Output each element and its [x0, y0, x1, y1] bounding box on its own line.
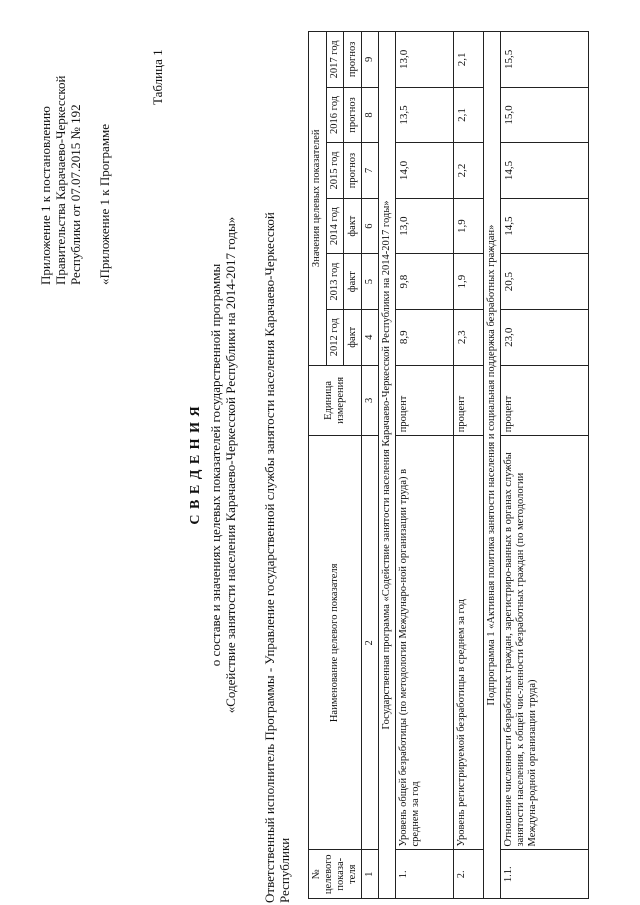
row-name: Уровень регистрируемой безработицы в среднем за год — [454, 436, 484, 850]
row-value: 13,0 — [396, 32, 454, 88]
table-label: Таблица 1 — [150, 49, 165, 105]
header-type: прогноз — [344, 87, 362, 143]
table-row — [501, 32, 589, 899]
row-value: 2,2 — [454, 143, 484, 199]
row-num: 1. — [396, 850, 454, 899]
row-unit: процент — [454, 365, 484, 436]
row-value: 2,1 — [454, 32, 484, 88]
section-subprogram-title: Подпрограмма 1 «Активная политика занятости населения и социальная поддержка безработных граждан» — [484, 32, 501, 899]
row-value: 14,0 — [396, 143, 454, 199]
header-year: 2016 год — [326, 87, 344, 143]
appendix-line-1: Приложение 1 к постановлению — [38, 106, 53, 285]
row-value: 1,9 — [454, 198, 484, 254]
header-name: Наименование целевого показателя — [309, 436, 362, 850]
column-number: 9 — [362, 32, 379, 88]
appendix-block — [38, 5, 112, 285]
header-year: 2012 год — [326, 309, 344, 365]
row-value: 14,5 — [501, 198, 589, 254]
section-program-title: Государственная программа «Содействие занятости населения Карачаево-Черкесской Республики на 2014-2017 годы» — [379, 32, 396, 899]
row-value: 8,9 — [396, 309, 454, 365]
row-value: 2,1 — [454, 87, 484, 143]
row-num: 2. — [454, 850, 484, 899]
appendix-line-2: Правительства Карачаево-Черкесской — [53, 75, 68, 285]
program-reference: «Приложение 1 к Программе — [97, 123, 112, 285]
header-values-group: Значения целевых показателей — [309, 32, 327, 366]
header-type: прогноз — [344, 32, 362, 88]
row-value: 13,0 — [396, 198, 454, 254]
row-value: 15,5 — [501, 32, 589, 88]
column-number: 3 — [362, 365, 379, 436]
table-row — [396, 32, 454, 899]
header-year: 2015 год — [326, 143, 344, 199]
header-type: прогноз — [344, 143, 362, 199]
row-unit: процент — [501, 365, 589, 436]
row-value: 23,0 — [501, 309, 589, 365]
row-value: 1,9 — [454, 254, 484, 310]
section-row-subprogram — [484, 32, 501, 899]
row-value: 20,5 — [501, 254, 589, 310]
executor-block — [262, 23, 292, 903]
title-line-1: о составе и значениях целевых показателей государственной программы — [208, 263, 223, 667]
row-value: 13,5 — [396, 87, 454, 143]
section-row-program — [379, 32, 396, 899]
table-row — [454, 32, 484, 899]
executor-line-2: Республики — [277, 837, 292, 903]
row-value: 15,0 — [501, 87, 589, 143]
header-type: факт — [344, 198, 362, 254]
header-unit: Единица измерения — [309, 365, 362, 436]
header-year: 2017 год — [326, 32, 344, 88]
row-name: Уровень общей безработицы (по методологии Междунаро-ной организации труда) в среднем за год — [396, 436, 454, 850]
executor-line-1: Ответственный исполнитель Программы - Управление государственной службы занятости населения Карачаево-Черкесской — [262, 212, 277, 903]
column-number: 8 — [362, 87, 379, 143]
row-num: 1.1. — [501, 850, 589, 899]
column-number: 2 — [362, 436, 379, 850]
title-heading: С В Е Д Е Н И Я — [188, 405, 203, 525]
row-unit: процент — [396, 365, 454, 436]
row-value: 2,3 — [454, 309, 484, 365]
title-line-2: «Содействие занятости населения Карачаево-Черкесской Республики на 2014-2017 годы» — [223, 216, 238, 714]
row-value: 14,5 — [501, 143, 589, 199]
column-number: 6 — [362, 198, 379, 254]
column-number-row — [362, 32, 379, 899]
row-name: Отношение численности безработных граждан, зарегистриро-ванных в органах службы занятости населения, к общей чис-ленности безработных граждан (по методологии Междуна-родной организации труда) — [501, 436, 589, 850]
header-num: № целевого показа-теля — [309, 850, 362, 899]
column-number: 4 — [362, 309, 379, 365]
row-value: 9,8 — [396, 254, 454, 310]
column-number: 5 — [362, 254, 379, 310]
header-type: факт — [344, 309, 362, 365]
header-type: факт — [344, 254, 362, 310]
appendix-line-3: Республики от 07.07.2015 № 192 — [68, 104, 83, 285]
header-year: 2013 год — [326, 254, 344, 310]
header-row-1 — [309, 32, 327, 899]
column-number: 7 — [362, 143, 379, 199]
indicators-table — [308, 31, 589, 899]
header-year: 2014 год — [326, 198, 344, 254]
column-number: 1 — [362, 850, 379, 899]
title-block — [188, 165, 238, 765]
